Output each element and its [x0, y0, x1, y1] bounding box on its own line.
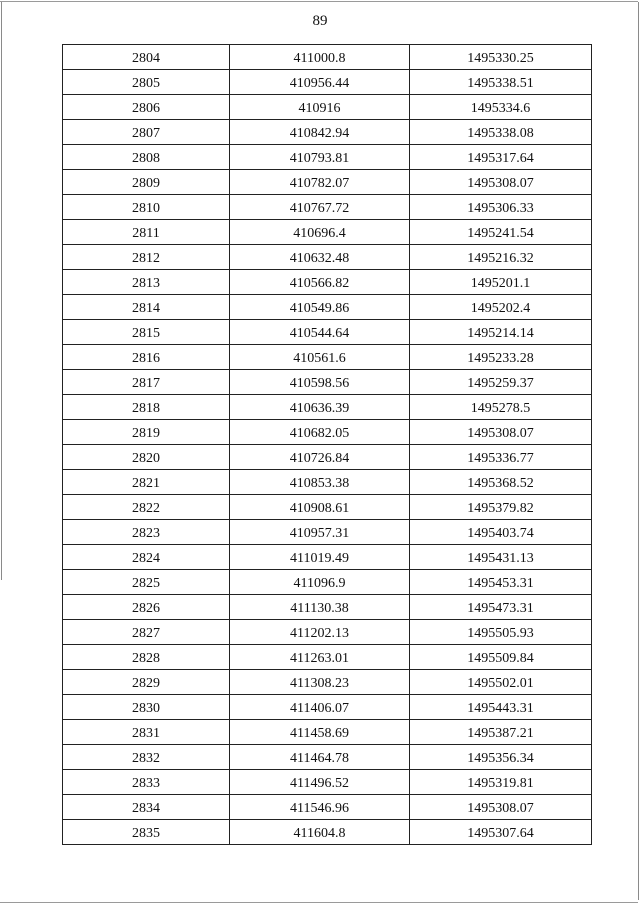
x-coordinate-cell [230, 745, 410, 770]
y-coordinate-text: 1495338.51 [467, 76, 534, 91]
table-row [63, 345, 592, 370]
y-coordinate-text: 1495453.31 [467, 576, 534, 591]
y-coordinate-text: 1495443.31 [467, 701, 534, 716]
point-number-cell [63, 745, 230, 770]
y-coordinate-cell [410, 670, 592, 695]
table-row [63, 545, 592, 570]
y-coordinate-text: 1495356.34 [467, 751, 534, 766]
y-coordinate-text: 1495259.37 [467, 376, 534, 391]
point-number-cell [63, 545, 230, 570]
y-coordinate-text: 1495473.31 [467, 601, 534, 616]
table-row [63, 70, 592, 95]
point-number-cell [63, 720, 230, 745]
x-coordinate-cell [230, 245, 410, 270]
point-number-cell [63, 420, 230, 445]
scan-edge-left [1, 2, 2, 580]
table-row [63, 195, 592, 220]
x-coordinate-text: 410842.94 [289, 126, 350, 141]
point-number-cell [63, 45, 230, 70]
x-coordinate-cell [230, 220, 410, 245]
x-coordinate-text: 411000.8 [293, 51, 346, 66]
x-coordinate-cell [230, 45, 410, 70]
point-number-text: 2820 [132, 451, 160, 466]
y-coordinate-text: 1495233.28 [467, 351, 534, 366]
y-coordinate-text: 1495317.64 [467, 151, 534, 166]
point-number-text: 2808 [132, 151, 160, 166]
scan-edge-top [0, 1, 638, 2]
y-coordinate-cell [410, 595, 592, 620]
table-row [63, 795, 592, 820]
point-number-cell [63, 820, 230, 845]
table-row [63, 170, 592, 195]
point-number-cell [63, 645, 230, 670]
x-coordinate-cell [230, 320, 410, 345]
point-number-text: 2828 [132, 651, 160, 666]
y-coordinate-text: 1495502.01 [467, 676, 534, 691]
x-coordinate-cell [230, 145, 410, 170]
point-number-cell [63, 95, 230, 120]
x-coordinate-cell [230, 470, 410, 495]
table-row [63, 45, 592, 70]
y-coordinate-cell [410, 145, 592, 170]
table-row [63, 395, 592, 420]
x-coordinate-text: 410566.82 [289, 276, 350, 291]
y-coordinate-cell [410, 295, 592, 320]
y-coordinate-cell [410, 45, 592, 70]
x-coordinate-text: 410853.38 [289, 476, 350, 491]
x-coordinate-text: 411464.78 [290, 751, 349, 766]
y-coordinate-text: 1495202.4 [470, 301, 531, 316]
x-coordinate-text: 410916 [298, 101, 341, 116]
y-coordinate-cell [410, 245, 592, 270]
x-coordinate-text: 410782.07 [289, 176, 350, 191]
point-number-text: 2812 [132, 251, 160, 266]
y-coordinate-cell [410, 220, 592, 245]
x-coordinate-text: 410544.64 [289, 326, 350, 341]
table-row [63, 495, 592, 520]
table-row [63, 745, 592, 770]
x-coordinate-text: 410632.48 [289, 251, 350, 266]
y-coordinate-text: 1495307.64 [467, 826, 534, 841]
point-number-cell [63, 670, 230, 695]
x-coordinate-text: 410598.56 [289, 376, 350, 391]
point-number-text: 2832 [132, 751, 160, 766]
scan-edge-bottom [0, 902, 638, 903]
y-coordinate-cell [410, 770, 592, 795]
x-coordinate-cell [230, 370, 410, 395]
x-coordinate-text: 411130.38 [290, 601, 349, 616]
x-coordinate-text: 410793.81 [289, 151, 350, 166]
x-coordinate-cell [230, 595, 410, 620]
y-coordinate-cell [410, 195, 592, 220]
point-number-text: 2805 [132, 76, 160, 91]
point-number-cell [63, 395, 230, 420]
point-number-cell [63, 570, 230, 595]
page-number: 89 [312, 13, 328, 29]
x-coordinate-cell [230, 445, 410, 470]
x-coordinate-cell [230, 195, 410, 220]
point-number-text: 2826 [132, 601, 160, 616]
x-coordinate-text: 411458.69 [290, 726, 349, 741]
point-number-text: 2835 [132, 826, 160, 841]
table-row [63, 820, 592, 845]
y-coordinate-cell [410, 495, 592, 520]
x-coordinate-text: 411406.07 [290, 701, 349, 716]
table-row [63, 120, 592, 145]
point-number-cell [63, 495, 230, 520]
point-number-text: 2818 [132, 401, 160, 416]
x-coordinate-cell [230, 520, 410, 545]
x-coordinate-text: 410956.44 [289, 76, 350, 91]
point-number-cell [63, 345, 230, 370]
point-number-text: 2829 [132, 676, 160, 691]
y-coordinate-text: 1495308.07 [467, 176, 534, 191]
y-coordinate-cell [410, 445, 592, 470]
y-coordinate-cell [410, 345, 592, 370]
point-number-text: 2834 [132, 801, 160, 816]
x-coordinate-cell [230, 670, 410, 695]
x-coordinate-text: 410767.72 [289, 201, 350, 216]
x-coordinate-cell [230, 120, 410, 145]
y-coordinate-text: 1495505.93 [467, 626, 534, 641]
y-coordinate-cell [410, 120, 592, 145]
x-coordinate-cell [230, 820, 410, 845]
x-coordinate-text: 410682.05 [289, 426, 350, 441]
table-row [63, 145, 592, 170]
point-number-cell [63, 595, 230, 620]
table-row [63, 720, 592, 745]
y-coordinate-cell [410, 370, 592, 395]
point-number-cell [63, 195, 230, 220]
x-coordinate-cell [230, 270, 410, 295]
y-coordinate-text: 1495214.14 [467, 326, 534, 341]
y-coordinate-cell [410, 745, 592, 770]
x-coordinate-text: 411263.01 [290, 651, 349, 666]
table-row [63, 295, 592, 320]
x-coordinate-cell [230, 770, 410, 795]
y-coordinate-cell [410, 95, 592, 120]
y-coordinate-cell [410, 420, 592, 445]
point-number-text: 2823 [132, 526, 160, 541]
y-coordinate-text: 1495306.33 [467, 201, 534, 216]
y-coordinate-cell [410, 620, 592, 645]
point-number-text: 2813 [132, 276, 160, 291]
y-coordinate-text: 1495338.08 [467, 126, 534, 141]
y-coordinate-cell [410, 795, 592, 820]
x-coordinate-text: 410561.6 [293, 351, 346, 366]
y-coordinate-text: 1495319.81 [467, 776, 534, 791]
point-number-cell [63, 520, 230, 545]
point-number-cell [63, 220, 230, 245]
point-number-text: 2824 [132, 551, 160, 566]
point-number-text: 2806 [132, 101, 160, 116]
x-coordinate-text: 410957.31 [289, 526, 350, 541]
table-row [63, 95, 592, 120]
table-row [63, 270, 592, 295]
point-number-text: 2817 [132, 376, 160, 391]
x-coordinate-cell [230, 620, 410, 645]
point-number-cell [63, 270, 230, 295]
x-coordinate-text: 411546.96 [290, 801, 349, 816]
point-number-text: 2821 [132, 476, 160, 491]
x-coordinate-text: 411604.8 [293, 826, 346, 841]
point-number-text: 2819 [132, 426, 160, 441]
x-coordinate-cell [230, 795, 410, 820]
x-coordinate-cell [230, 570, 410, 595]
x-coordinate-text: 410726.84 [289, 451, 350, 466]
table-row [63, 520, 592, 545]
y-coordinate-text: 1495330.25 [467, 51, 534, 66]
table-row [63, 420, 592, 445]
x-coordinate-text: 410636.39 [289, 401, 350, 416]
point-number-text: 2809 [132, 176, 160, 191]
x-coordinate-cell [230, 345, 410, 370]
y-coordinate-cell [410, 70, 592, 95]
x-coordinate-text: 411202.13 [290, 626, 349, 641]
table-row [63, 620, 592, 645]
x-coordinate-cell [230, 295, 410, 320]
x-coordinate-cell [230, 420, 410, 445]
x-coordinate-cell [230, 545, 410, 570]
table-row [63, 595, 592, 620]
x-coordinate-text: 410908.61 [289, 501, 350, 516]
x-coordinate-cell [230, 720, 410, 745]
table-row [63, 470, 592, 495]
x-coordinate-cell [230, 70, 410, 95]
y-coordinate-text: 1495431.13 [467, 551, 534, 566]
point-number-text: 2815 [132, 326, 160, 341]
point-number-cell [63, 370, 230, 395]
y-coordinate-text: 1495201.1 [470, 276, 531, 291]
x-coordinate-cell [230, 170, 410, 195]
x-coordinate-cell [230, 95, 410, 120]
y-coordinate-cell [410, 570, 592, 595]
table-row [63, 220, 592, 245]
y-coordinate-text: 1495368.52 [467, 476, 534, 491]
x-coordinate-text: 411308.23 [290, 676, 349, 691]
y-coordinate-cell [410, 170, 592, 195]
y-coordinate-text: 1495308.07 [467, 426, 534, 441]
y-coordinate-cell [410, 645, 592, 670]
point-number-text: 2825 [132, 576, 160, 591]
y-coordinate-text: 1495387.21 [467, 726, 534, 741]
point-number-text: 2816 [132, 351, 160, 366]
coordinates-table-body [63, 45, 592, 845]
point-number-cell [63, 295, 230, 320]
table-row [63, 320, 592, 345]
x-coordinate-cell [230, 495, 410, 520]
y-coordinate-cell [410, 520, 592, 545]
point-number-cell [63, 70, 230, 95]
y-coordinate-text: 1495509.84 [467, 651, 534, 666]
point-number-cell [63, 470, 230, 495]
y-coordinate-cell [410, 395, 592, 420]
point-number-text: 2831 [132, 726, 160, 741]
x-coordinate-text: 410696.4 [293, 226, 346, 241]
point-number-text: 2811 [132, 226, 160, 241]
x-coordinate-cell [230, 695, 410, 720]
point-number-text: 2807 [132, 126, 160, 141]
y-coordinate-cell [410, 320, 592, 345]
y-coordinate-cell [410, 270, 592, 295]
x-coordinate-text: 410549.86 [289, 301, 350, 316]
point-number-cell [63, 245, 230, 270]
table-row [63, 570, 592, 595]
x-coordinate-cell [230, 395, 410, 420]
point-number-text: 2810 [132, 201, 160, 216]
point-number-text: 2822 [132, 501, 160, 516]
y-coordinate-text: 1495216.32 [467, 251, 534, 266]
y-coordinate-cell [410, 470, 592, 495]
point-number-cell [63, 145, 230, 170]
table-row [63, 695, 592, 720]
y-coordinate-text: 1495403.74 [467, 526, 534, 541]
x-coordinate-cell [230, 645, 410, 670]
point-number-text: 2804 [132, 51, 160, 66]
scan-edge-right [638, 2, 639, 900]
point-number-text: 2833 [132, 776, 160, 791]
y-coordinate-cell [410, 720, 592, 745]
table-row [63, 245, 592, 270]
table-row [63, 370, 592, 395]
point-number-cell [63, 620, 230, 645]
table-row [63, 670, 592, 695]
point-number-text: 2830 [132, 701, 160, 716]
point-number-cell [63, 770, 230, 795]
y-coordinate-text: 1495336.77 [467, 451, 534, 466]
point-number-cell [63, 170, 230, 195]
y-coordinate-cell [410, 695, 592, 720]
point-number-cell [63, 120, 230, 145]
point-number-cell [63, 695, 230, 720]
y-coordinate-text: 1495278.5 [470, 401, 531, 416]
y-coordinate-text: 1495334.6 [470, 101, 531, 116]
y-coordinate-text: 1495241.54 [467, 226, 534, 241]
point-number-text: 2814 [132, 301, 160, 316]
table-row [63, 645, 592, 670]
y-coordinate-text: 1495379.82 [467, 501, 534, 516]
y-coordinate-cell [410, 545, 592, 570]
x-coordinate-text: 411496.52 [290, 776, 349, 791]
point-number-cell [63, 320, 230, 345]
coordinates-table [62, 44, 592, 845]
table-row [63, 770, 592, 795]
table-row [63, 445, 592, 470]
x-coordinate-text: 411019.49 [290, 551, 349, 566]
point-number-text: 2827 [132, 626, 160, 641]
point-number-cell [63, 795, 230, 820]
y-coordinate-cell [410, 820, 592, 845]
point-number-cell [63, 445, 230, 470]
x-coordinate-text: 411096.9 [293, 576, 346, 591]
y-coordinate-text: 1495308.07 [467, 801, 534, 816]
